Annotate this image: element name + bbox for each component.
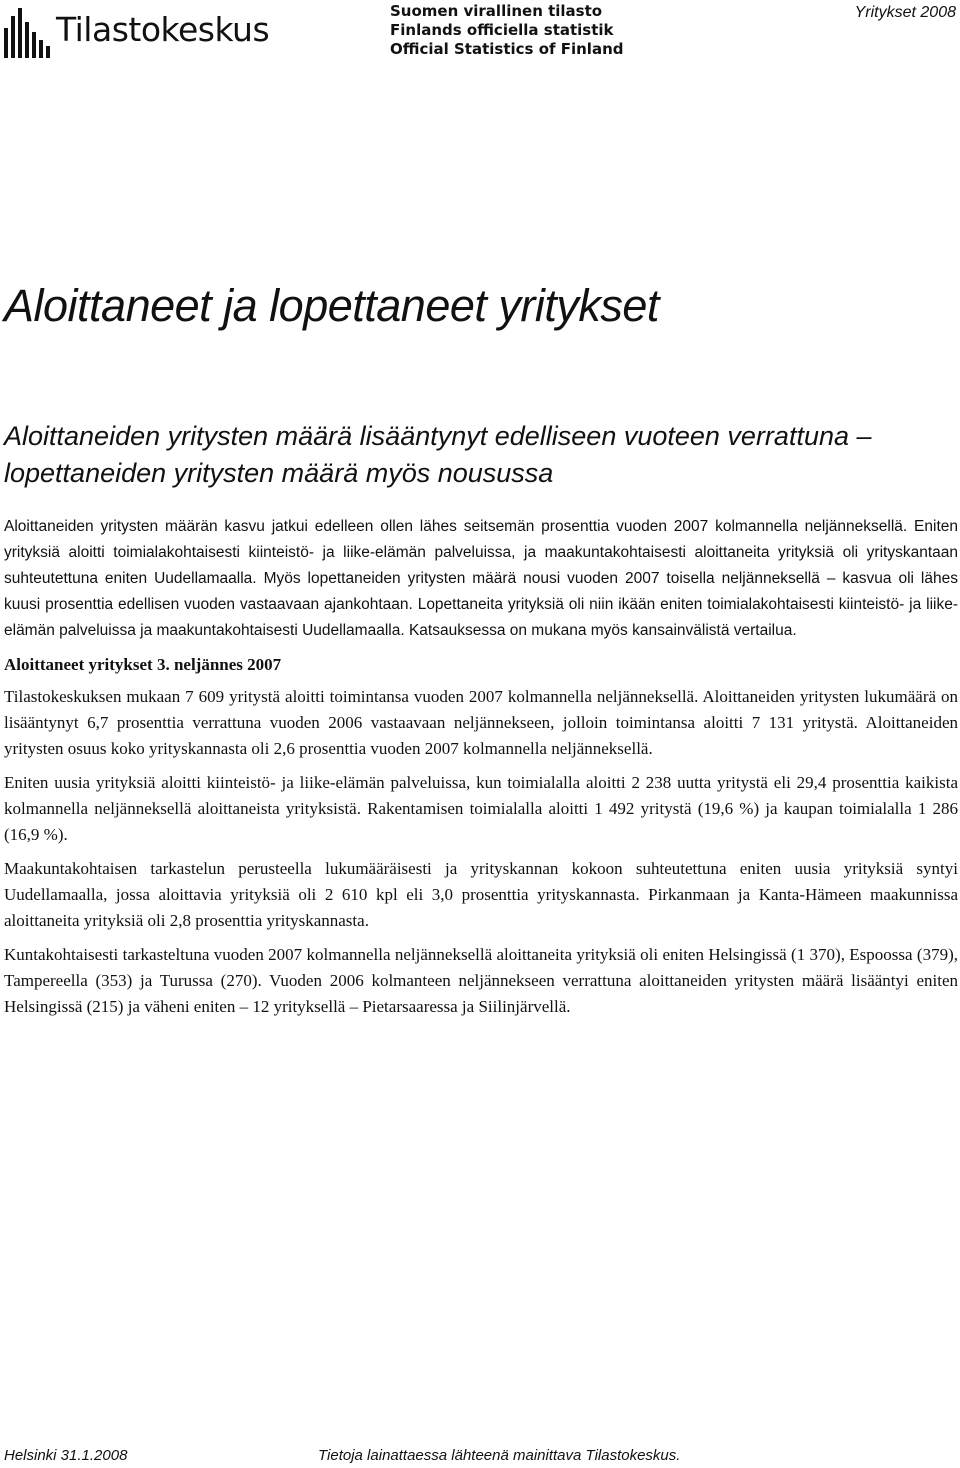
body-paragraph: Kuntakohtaisesti tarkasteltuna vuoden 2007 kolmannella neljänneksellä aloittaneita yrityksiä oli eniten Helsingissä (1 370), Espoossa (379), Tampereella (353) ja Turussa (270). Vuoden 2006 kolmanteen neljännekseen verrattuna aloittaneiden yritysten määrä lisääntyi eniten Helsingissä (215) ja väheni eniten – 12 yrityksellä – Pietarsaaressa ja Siilinjärvellä. <box>4 945 958 1016</box>
official-line-en: Official Statistics of Finland <box>390 40 624 58</box>
official-line-sv: Finlands officiella statistik <box>390 21 614 39</box>
official-line-fi: Suomen virallinen tilasto <box>390 2 603 20</box>
page-header <box>0 0 960 64</box>
logo-wordmark: Tilastokeskus <box>56 10 270 49</box>
body-paragraph: Tilastokeskuksen mukaan 7 609 yritystä aloitti toimintansa vuoden 2007 kolmannella neljänneksellä. Aloittaneiden yritysten lukumäärä on lisääntynyt 6,7 prosenttia verrattuna vuoden 2006 vastaavaan neljännekseen, jolloin toimintansa aloitti 7 131 yritystä. Aloittaneiden yritysten osuus koko yrityskannasta oli 2,6 prosenttia vuoden 2007 kolmannella neljänneksellä. <box>4 687 958 758</box>
section-title: Aloittaneiden yritysten määrä lisääntynyt edelliseen vuoteen verrattuna – lopettaneiden yritysten määrä myös nousussa <box>4 421 872 488</box>
footer-citation-note: Tietoja lainattaessa lähteenä mainittava Tilastokeskus. <box>318 1447 681 1464</box>
tilastokeskus-logo-icon <box>4 8 50 58</box>
subsection-heading: Aloittaneet yritykset 3. neljännes 2007 <box>4 655 282 674</box>
official-statistics-label <box>390 2 624 59</box>
article-body <box>4 514 958 1020</box>
publication-name: Yritykset 2008 <box>854 4 956 21</box>
lead-paragraph: Aloittaneiden yritysten määrän kasvu jatkui edelleen ollen lähes seitsemän prosenttia vuoden 2007 kolmannella neljänneksellä. Eniten yrityksiä aloitti toimialakohtaisesti kiinteistö- ja liike-elämän palveluissa, ja maakuntakohtaisesti aloittaneita yrityksiä oli yrityskantaan suhteutettuna eniten Uudellamaalla. Myös lopettaneiden yritysten määrä nousi vuoden 2007 toisella neljänneksellä – kasvua oli lähes kuusi prosenttia edellisen vuoden vastaavaan ajankohtaan. Lopettaneita yrityksiä oli niin ikään eniten toimialakohtaisesti kiinteistö- ja liike-elämän palveluissa ja maakuntakohtaisesti Uudellamaalla. Katsauksessa on mukana myös kansainvälistä vertailua. <box>4 518 958 639</box>
footer-date: Helsinki 31.1.2008 <box>4 1447 128 1464</box>
body-paragraph: Maakuntakohtaisen tarkastelun perusteella lukumääräisesti ja yrityskannan kokoon suhteutettuna eniten uusia yrityksiä syntyi Uudellamaalla, jossa aloittavia yrityksiä oli 2 610 kpl eli 3,0 prosenttia yrityskannasta. Pirkanmaan ja Kanta-Hämeen maakunnissa aloittaneita yrityksiä oli 2,8 prosenttia yrityskannasta. <box>4 859 958 930</box>
body-paragraph: Eniten uusia yrityksiä aloitti kiinteistö- ja liike-elämän palveluissa, kun toimialalla aloitti 2 238 uutta yritystä eli 29,4 prosenttia kaikista kolmannella neljänneksellä aloittaneista yrityksistä. Rakentamisen toimialalla aloitti 1 492 yritystä (19,6 %) ja kaupan toimialalla 1 286 (16,9 %). <box>4 773 958 844</box>
page-title: Aloittaneet ja lopettaneet yritykset <box>4 280 659 331</box>
